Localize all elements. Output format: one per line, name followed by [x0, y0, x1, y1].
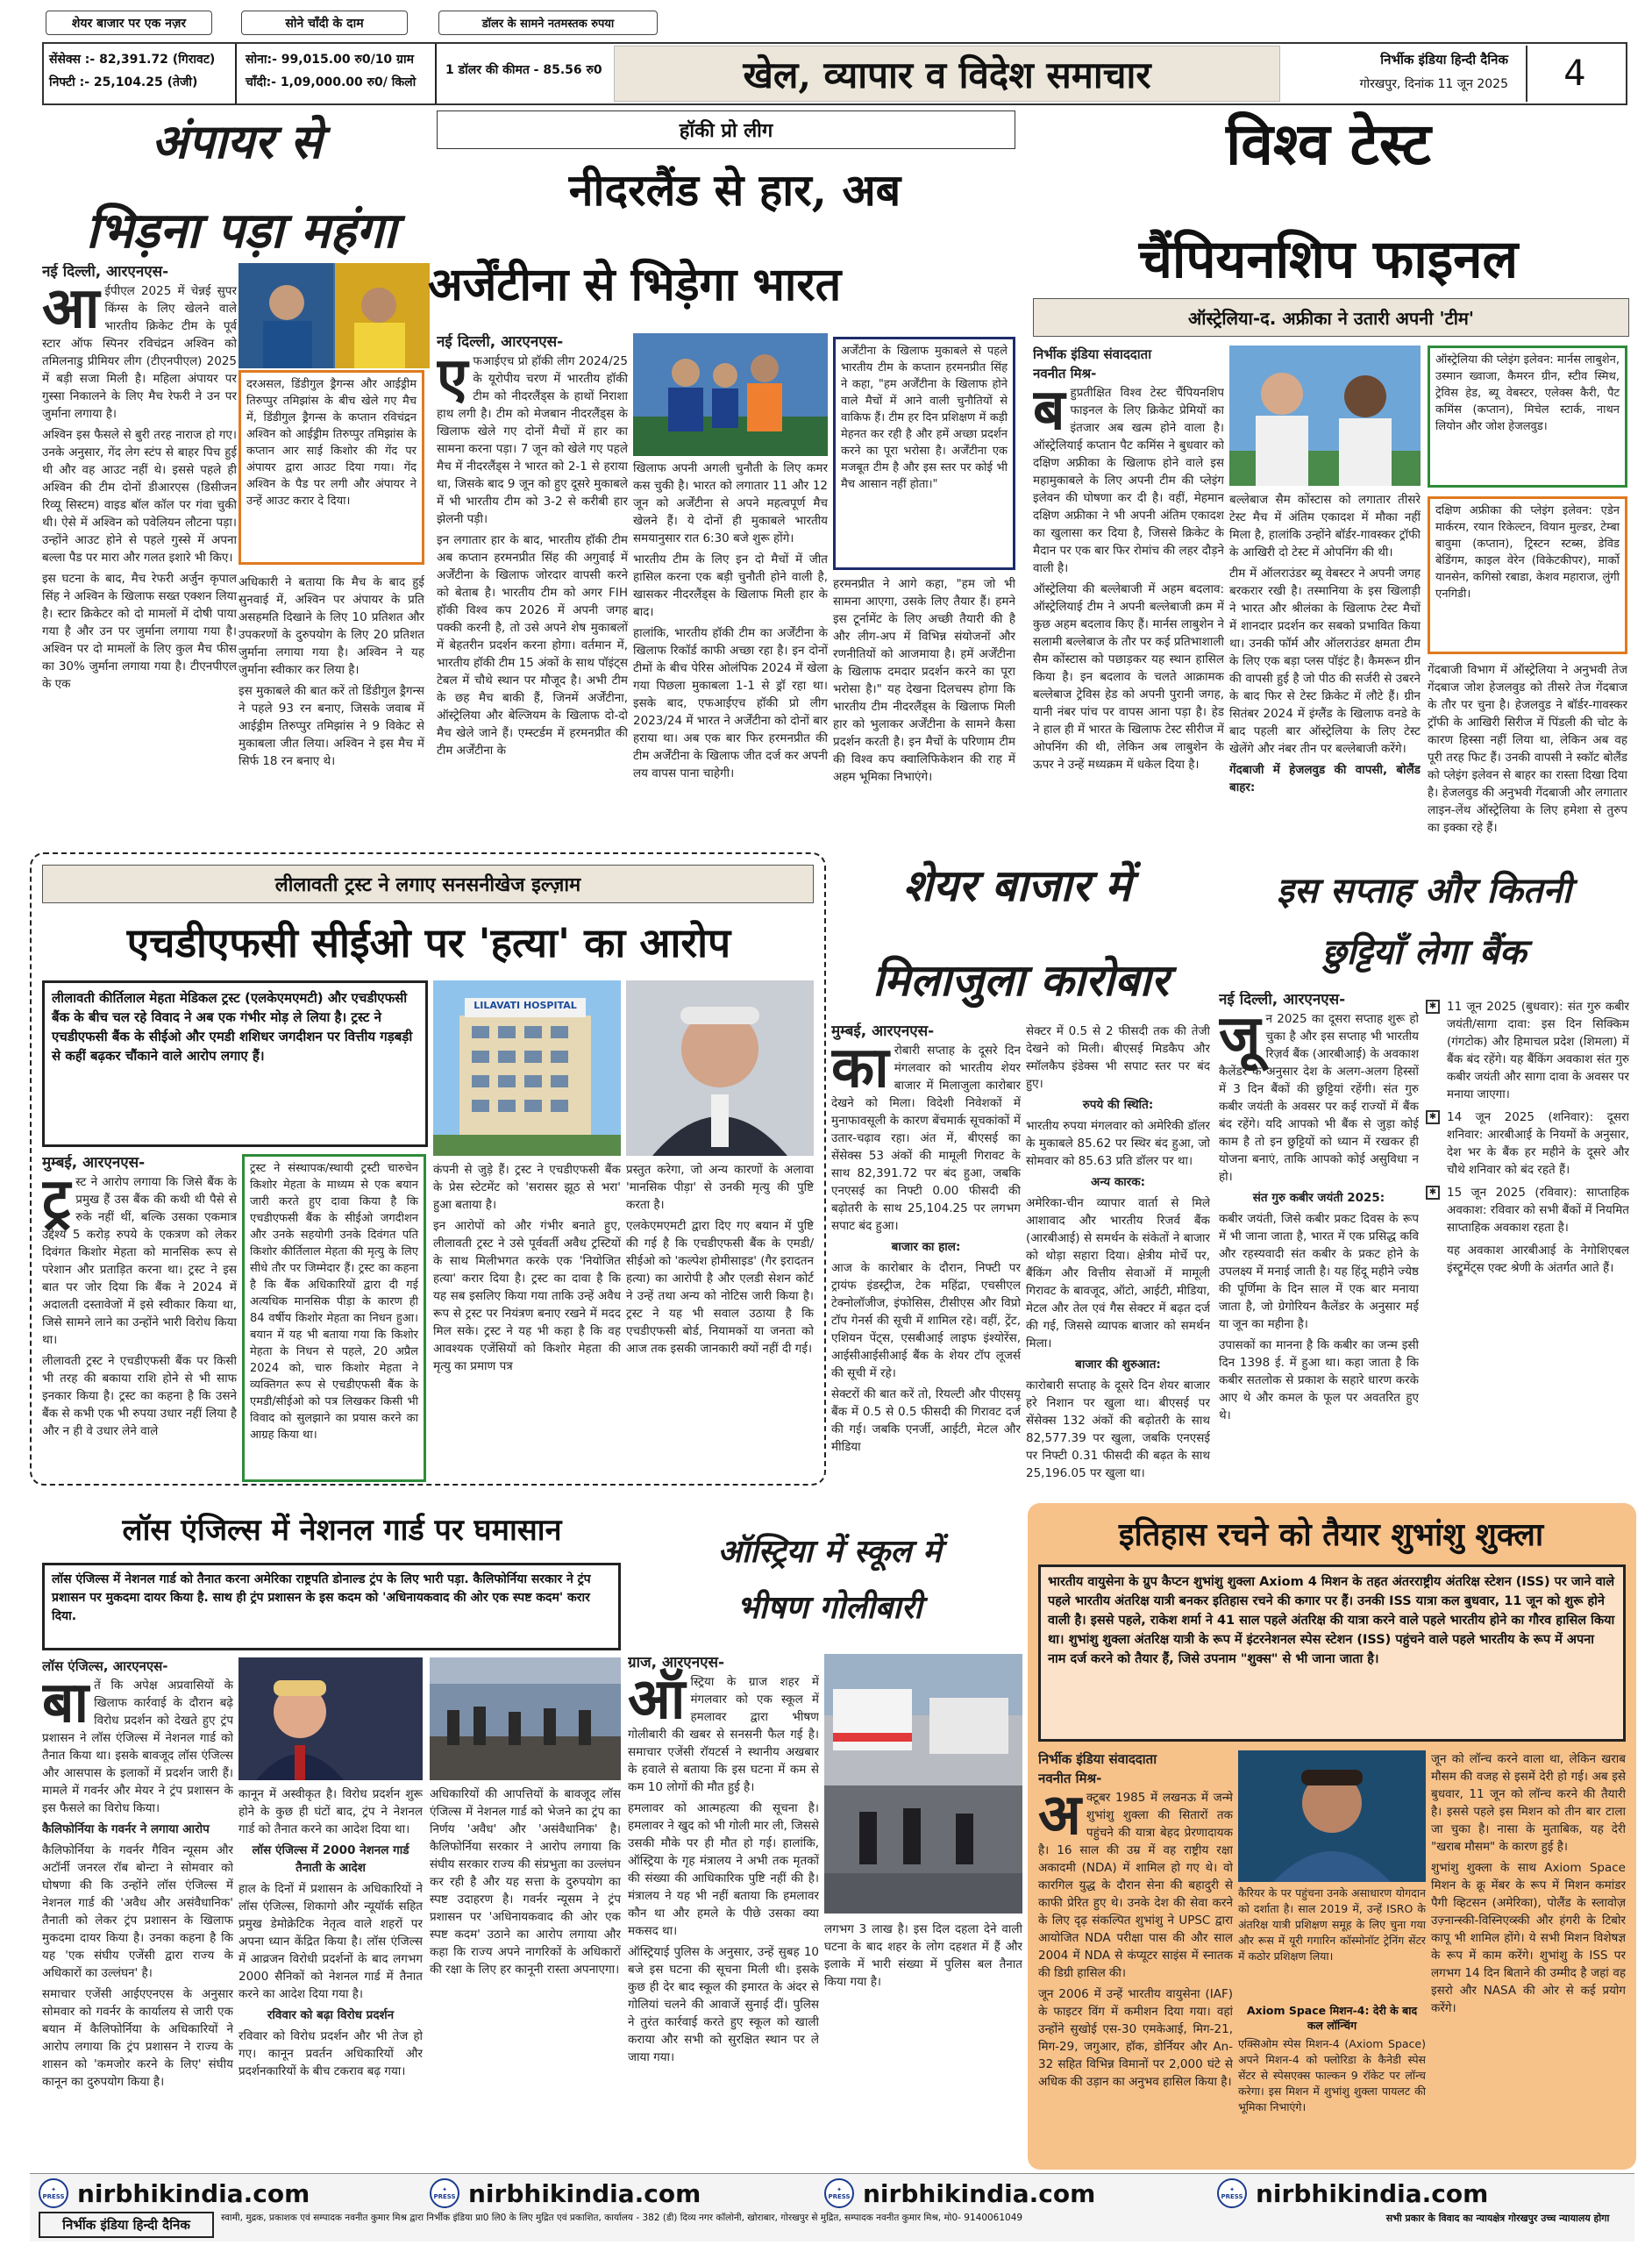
- captains-photo: [1229, 346, 1421, 486]
- summary-box: भारतीय वायुसेना के ग्रुप कैप्टन शुभांशु शुक्ला Axiom 4 मिशन के तहत अंतरराष्ट्रीय अंतरिक्ष स्टेशन (ISS) पर जाने वाले पहले भारतीय अंतरिक्ष यात्री बनकर इतिहास रचने की कगार पर हैं। उनकी ISS यात्रा कल बुधवार, 11 जून को शुरू होने वाली है। इससे पहले, राकेश शर्मा ने 41 साल पहले अंतरिक्ष की यात्रा करने वाले पहले भारतीय होने का गौरव हासिल किया था। शुभांशु शुक्ला अंतरिक्ष यात्री के रूप में इंटरनेशनल स्पेस स्टेशन (ISS) पहुंचने वाले पहले भारतीय के रूप में अपना नाम दर्ज करने को तैयार हैं, जिसे उपनाम "शुक्स" से भी जाना जाता है।: [1038, 1564, 1626, 1742]
- ceo-photo: [626, 980, 814, 1156]
- article-inset: ट्रस्ट ने संस्थापक/स्थायी ट्रस्टी चारुचेन किशोर मेहता के माध्यम से एक बयान जारी करते हुए दावा किया है कि एचडीएफसी बैंक के सीईओ जगदीशन और उनके सहयोगी उनके दिवंगत पति किशोर कीर्तिलाल मेहता की मृत्यु के लिए सीधे तौर पर जिम्मेदार हैं। ट्रस्ट का कहना है कि बैंक अधिकारियों द्वारा दी गई अत्यधिक मानसिक पीड़ा के कारण ही 84 वर्षीय किशोर मेहता का निधन हुआ। बयान में यह भी बताया गया कि किशोर मेहता के निधन से पहले, 20 अप्रैल 2024 को, चारु किशोर मेहता ने व्यक्तिगत रूप से एचडीएफसी बैंक के एमडी/सीईओ को पत्र लिखकर किसी भी विवाद को सुलझाने का प्रयास करने का आग्रह किया था।: [242, 1154, 426, 1482]
- footer-jurisdiction: सभी प्रकार के विवाद का न्यायक्षेत्र गोरखपुर उच्च न्यायालय होगा: [1385, 2213, 1610, 2224]
- article-body: मुम्बई, आरएनएस- का रोबारी सप्ताह के दूसरे दिन मंगलवार को भारतीय शेयर बाजार में मिलाजुला कारोबार देखने को मिला। विदेशी निवेशकों में मुनाफावसूली के कारण बेंचमार्क सूचकांकों में उतार-चढ़ाव रहा। अंत में, बीएसई का सेंसेक्स 53 अंकों की मामूली गिरावट के साथ 82,391.72 पर बंद हुआ, जबकि एनएसई का निफ्टी 0.00 फीसदी की बढ़ोतरी के साथ 25,104.25 पर लगभग सपाट बंद हुआ। बाजार का हाल: आज के कारोबार के दौरान, निफ्टी पर ट्रायंफ इंडस्ट्रीज, टेक महिंद्रा, एचसीएल टेक्नोलॉजीज, इंफोसिस, टीसीएस और विप्रो टॉप गेनर्स की सूची में शामिल रहे। वहीं, ट्रेंट, एशियन पेंट्स, एसबीआई लाइफ इंश्योरेंस, आईसीआईसीआई बैंक के शेयर टॉप लूजर्स की सूची में रहे। सेक्टरों की बात करें तो, रियल्टी और पीएसयू बैंक में 0.5 से 0.5 फीसदी की गिरावट दर्ज की गई। जबकि एनर्जी, आईटी, मेटल और मीडिया: [831, 1023, 1021, 1454]
- headline: विश्व टेस्ट: [1226, 110, 1431, 178]
- bullet-icon: ✱: [1426, 1186, 1440, 1200]
- press-logo-icon: ✦ PRESS: [430, 2178, 459, 2208]
- headline: इतिहास रचने को तैयार शुभांशु शुक्ला: [1118, 1516, 1544, 1553]
- sensex: सेंसेक्स :- 82,391.72 (गिरावट): [49, 53, 216, 67]
- photo-caption: कैरियर के पर पहुंचना उनके असाधारण योगदान को दर्शाता है। साल 2019 में, उन्हें ISRO के अंतरिक्ष यात्री प्रशिक्षण समूह के लिए चुना गया और रूस में यूरी गगारिन कॉस्मोनॉट ट्रेनिंग सेंटर में कठोर प्रशिक्षण लिया।: [1238, 1886, 1426, 1963]
- quote-box: अर्जेंटीना के खिलाफ मुकाबले से पहले भारतीय टीम के कप्तान हरमनप्रीत सिंह ने कहा, "हम अर्जेंटीना के खिलाफ होने वाले मैचों में आने वाली चुनौतियों से वाकिफ हैं। टीम हर दिन प्रशिक्षण में कड़ी मेहनत कर रही है और हमें अच्छा प्रदर्शन करने का पूरा भरोसा है। अर्जेंटीना एक मजबूत टीम है और इस स्तर पर कोई भी मैच आसान नहीं होता।": [833, 337, 1015, 570]
- website-link[interactable]: nirbhikindia.com: [468, 2178, 701, 2208]
- article-body: हरमनप्रीत ने आगे कहा, "हम जो भी सामना आएगा, उसके लिए तैयार हैं। हमने इस टूर्नामेंट के लिए अच्छी तैयारी की है और लीग-अप में विभिन्न संयोजनों और रणनीतियों को आजमाया है। हमें अर्जेंटीना के खिलाफ दमदार प्रदर्शन करने का पूरा भरोसा है।" यह देखना दिलचस्प होगा कि भारतीय टीम नीदरलैंड्स के खिलाफ मिली हार को भुलाकर अर्जेंटीना के सामने कैसा प्रदर्शन करती है। इन मैचों के परिणाम टीम की विश्व कप क्वालिफिकेशन की राह में अहम भूमिका निभाएंगे।: [833, 577, 1015, 784]
- footer-site: [39, 2178, 424, 2208]
- summary-box: लीलावती कीर्तिलाल मेहता मेडिकल ट्रस्ट (एलकेएमएमटी) और एचडीएफसी बैंक के बीच चल रहे विवाद ने अब एक गंभीर मोड़ ले लिया है। ट्रस्ट ने एचडीएफसी बैंक के सीईओ और एमडी शशिधर जगदीशन पर वित्तीय गड़बड़ी से कहीं बढ़कर चौंकाने वाले आरोप लगाए हैं।: [42, 980, 428, 1147]
- page-number: 4: [1526, 46, 1622, 102]
- dollar-price: 1 डॉलर की कीमत - 85.56 रु0: [445, 63, 602, 77]
- nifty: निफ्टी :- 25,104.25 (तेजी): [49, 75, 198, 89]
- press-logo-icon: ✦ PRESS: [39, 2178, 68, 2208]
- article-body: लॉस एंजिल्स, आरएनएस- बा तें कि अपेक्ष अप्रवासियों के खिलाफ कार्रवाई के दौरान बढ़े विरोध प्रदर्शन को देखते हुए ट्रंप प्रशासन ने लॉस एंजिल्स में नेशनल गार्ड को तैनात किया था। इसके बावजूद लॉस एंजिल्स और आसपास के इलाकों में प्रदर्शन जारी हैं। मामले में गवर्नर और मेयर ने ट्रंप प्रशासन के इस फैसले का विरोध किया। कैलिफोर्निया के गवर्नर ने लगाया आरोप कैलिफोर्निया के गवर्नर गैविन न्यूसम और अटॉर्नी जनरल रॉब बोन्टा ने सोमवार को घोषणा की कि उन्होंने लॉस एंजिल्स में नेशनल गार्ड की 'अवैध और असंवैधानिक' तैनाती को लेकर ट्रंप प्रशासन के खिलाफ मुकदमा दायर किया है। उनका कहना है कि यह 'एक संघीय एजेंसी द्वारा राज्य के अधिकारों का उल्लंघन' है। समाचार एजेंसी आईएएनएस के अनुसार सोमवार को गवर्नर के कार्यालय से जारी एक बयान में कैलिफोर्निया के अधिकारियों ने आरोप लगाया कि ट्रंप प्रशासन ने राज्य के शासन को 'कमजोर करने के लिए' संघीय कानून का दुरुपयोग किया है।: [42, 1658, 233, 2089]
- hospital-sign: LILAVATI HOSPITAL: [474, 1000, 577, 1011]
- article-body: निर्भीक इंडिया संवाददाता नवनीत मिश्र- ब हुप्रतीक्षित विश्व टेस्ट चैंपियनशिप फाइनल के लिए क्रिकेट प्रेमियों का इंतजार अब खत्म होने वाला है। ऑस्ट्रेलियाई कप्तान पैट कमिंस ने बुधवार को दक्षिण अफ्रीका के खिलाफ होने वाले इस महामुकाबले के लिए अपनी टीम की प्लेइंग इलेवन की घोषणा कर दी है। वहीं, मेहमान दक्षिण अफ्रीका ने भी अपनी अंतिम एकादश का खुलासा कर दिया है, जिससे क्रिकेट के मैदान पर एक बार फिर रोमांच की लहर दौड़ने वाली है। ऑस्ट्रेलिया की बल्लेबाजी में अहम बदलाव: ऑस्ट्रेलियाई टीम ने अपनी बल्लेबाजी क्रम में कुछ अहम बदलाव किए हैं। मार्नस लाबुशेन ने सलामी बल्लेबाज के तौर पर कई प्रतिभाशाली सैम कोंस्टास को पछाड़कर यह स्थान हासिल किया है। इन बदलाव के चलते आक्रामक बल्लेबाज ट्रेविस हेड को अपनी पुरानी जगह, यानी नंबर पांच पर वापस आना पड़ा है। हेड ने हाल ही में भारत के खिलाफ टेस्ट सीरीज में ओपनिंग की थी, लेकिन अब लाबुशेन के ऊपर ने उन्हें मध्यक्रम में धकेल दिया है।: [1033, 346, 1224, 772]
- headline: एचडीएफसी सीईओ पर 'हत्या' का आरोप: [126, 919, 731, 966]
- article-body: लगभग 3 लाख है। इस दिल दहला देने वाली घटना के बाद शहर के लोग दहशत में हैं और इलाके में भारी संख्या में पुलिस बल तैनात किया गया है।: [824, 1922, 1022, 1989]
- kicker: ऑस्ट्रेलिया-द. अफ्रीका ने उतारी अपनी 'टीम': [1033, 298, 1629, 337]
- headline: अर्जेंटीना से भिड़ेगा भारत: [428, 258, 842, 311]
- article-body: प्रस्तुत करेगा, जो अन्य कारणों के अलावा 'मानसिक पीड़ा' से उनकी मृत्यु की पुष्टि करता है। एलकेएमएमटी द्वारा दिए गए बयान में पुष्टि की गई है कि एचडीएफसी बैंक के एमडी/सीईओ को 'कल्पेश होमीसाइड' (गैर इरादतन हत्या) का आरोपी है और एलडी सेशन कोर्ट ने उन्हें तथा अन्य को नोटिस जारी किया है। ट्रस्ट ने यह भी सवाल उठाया है कि एचडीएफसी बोर्ड, नियामकों या जनता को आज तक इसकी जानकारी क्यों नहीं दी गई।: [626, 1163, 814, 1356]
- article-body: नई दिल्ली, आरएनएस- जू न 2025 का दूसरा सप्ताह शुरू हो चुका है और इस सप्ताह भी भारतीय रिज़र्व बैंक (आरबीआई) के अवकाश कैलेंडर के अनुसार देश के अलग-अलग हिस्सों में 3 दिन बैंकों की छुट्टियां रहेंगी। संत गुरु कबीर जयंती के अवसर पर कई राज्यों में बैंक बंद रहेंगे। यदि आपको भी बैंक से जुड़ा कोई काम है तो इन छुट्टियों को ध्यान में रखकर ही योजना बनाएं, ताकि आपको कोई असुविधा न हो। संत गुरु कबीर जयंती 2025: कबीर जयंती, जिसे कबीर प्रकट दिवस के रूप में भी जाना जाता है, भारत में एक प्रसिद्ध कवि और रहस्यवादी संत कबीर के प्रकट होने के उपलक्ष्य में मनाई जाती है। यह हिंदू महीने ज्येष्ठ की पूर्णिमा के दिन साल में एक बार मनाया जाता है, जो ग्रेगोरियन कैलेंडर के अनुसार मई या जून का महीना है। उपासकों का मानना है कि कबीर का जन्म इसी दिन 1398 ई. में हुआ था। कहा जाता है कि कबीर सतलोक से प्रकाश के सहारे धारण करके आए थे और कमल के फूल पर अवतरित हुए थे।: [1219, 991, 1419, 1422]
- headline: शेयर बाजार में: [902, 859, 1132, 911]
- summary-box: लॉस एंजिल्स में नेशनल गार्ड को तैनात करना अमेरिका राष्ट्रपति डोनाल्ड ट्रंप के लिए भारी पड़ा. कैलिफोर्निया सरकार ने ट्रंप प्रशासन पर मुकदमा दायर किया है. साथ ही ट्रंप प्रशासन के इस कदम को 'अधिनायकवाद की ओर एक स्पष्ट कदम' करार दिया.: [42, 1563, 621, 1650]
- footer-site: [430, 2178, 815, 2208]
- subheading: Axiom Space मिशन-4: देरी के बाद कल लॉन्चिंग: [1246, 2004, 1418, 2032]
- article-body: गेंदबाजी विभाग में ऑस्ट्रेलिया ने अनुभवी तेज गेंदबाज जोश हेजलवुड को तीसरे तेज गेंदबाज के तौर पर चुना है। हेजलवुड ने बॉर्डर-गावस्कर ट्रॉफी के आखिरी सिरीज में पिंडली की चोट के कारण हिस्सा नहीं लिया था, लेकिन अब वह पूरी तरह फिट हैं। उनकी वापसी ने स्कॉट बोलैंड को प्लेइंग इलेवन से बाहर का रास्ता दिखा दिया है। हेजलवुड की अनुभवी गेंदबाजी और लगातार लाइन-लेंथ ऑस्ट्रेलिया के लिए हमेशा से तुरुप का इक्का रहे हैं।: [1428, 663, 1627, 835]
- article-body: निर्भीक इंडिया संवाददाता नवनीत मिश्र- अ क्टूबर 1985 में लखनऊ में जन्मे शुभांशु शुक्ला की सितारों तक पहुंचने की यात्रा बेहद प्रेरणादायक है। 16 साल की उम्र में वह राष्ट्रीय रक्षा अकादमी (NDA) में शामिल हो गए थे। वो कारगिल युद्ध के दौरान सेना की बहादुरी से काफी प्रेरित हुए थे। उनके देश की सेवा करने के लिए दृढ़ संकल्पित शुभांशु ने UPSC द्वारा आयोजित NDA परीक्षा पास की और साल 2004 में NDA से कंप्यूटर साइंस में स्नातक की डिग्री हासिल की। जून 2006 में उन्हें भारतीय वायुसेना (IAF) के फाइटर विंग में कमीशन दिया गया। वहां उन्होंने सुखोई एस-30 एमकेआई, मिग-21, मिग-29, जगुआर, हॉक, डोर्नियर और An-32 सहित विभिन्न विमानों पर 2,000 घंटे से अधिक की उड़ान का अनुभव हासिल किया है।: [1038, 1751, 1233, 2089]
- section-title: खेल, व्यापार व विदेश समाचार: [614, 46, 1280, 102]
- article-body: सेक्टर में 0.5 से 2 फीसदी तक की तेजी देखने को मिली। बीएसई मिडकैप और स्मॉलकैप इंडेक्स भी सपाट स्तर पर बंद हुए। रुपये की स्थिति: भारतीय रुपया मंगलवार को अमेरिकी डॉलर के मुकाबले 85.62 पर स्थिर बंद हुआ, जो सोमवार को 85.63 प्रति डॉलर पर था। अन्य कारक: अमेरिका-चीन व्यापार वार्ता से मिले आशावाद और भारतीय रिजर्व बैंक (आरबीआई) से समर्थन के संकेतों ने बाजार को थोड़ा सहारा दिया। क्षेत्रीय मोर्चे पर, बैंकिंग और वित्तीय सेवाओं में मामूली गिरावट के बावजूद, ऑटो, आईटी, मीडिया, मेटल और तेल एवं गैस सेक्टर में बढ़त दर्ज की गई, जिससे व्यापक बाजार को समर्थन मिला। बाजार की शुरुआत: कारोबारी सप्ताह के दूसरे दिन शेयर बाजार हरे निशान पर खुला था। बीएसई पर सेंसेक्स 132 अंकों की बढ़ोतरी के साथ 82,577.39 पर खुला, जबकि एनएसई पर निफ्टी 0.31 फीसदी की बढ़त के साथ 25,196.05 पर खुला था।: [1026, 1024, 1210, 1480]
- aus-playing-xi: ऑस्ट्रेलिया की प्लेइंग इलेवन: मार्नस लाबुशेन, उस्मान ख्वाजा, कैमरन ग्रीन, स्टीव स्मिथ, ट्रेविस हेड, ब्यू वेबस्टर, एलेक्स कैरी, पैट कमिंस (कप्तान), मिचेल स्टार्क, नाथन लियोन और जोश हेजलवुड।: [1428, 346, 1627, 488]
- website-link[interactable]: nirbhikindia.com: [77, 2178, 310, 2208]
- cricket-photo: [239, 263, 430, 368]
- headline: अंपायर से: [151, 113, 323, 169]
- list-item: यह अवकाश आरबीआई के नेगोशिएबल इंस्ट्रूमेंट्स एक्ट श्रेणी के अंतर्गत आते हैं।: [1447, 1244, 1629, 1275]
- article-body: कानून में अस्वीकृत है। विरोध प्रदर्शन शुरू होने के कुछ ही घंटों बाद, ट्रंप ने नेशनल गार्ड को तैनात करने का आदेश दिया था। लॉस एंजिल्स में 2000 नेशनल गार्ड तैनाती के आदेश हाल के दिनों में प्रशासन के अधिकारियों ने लॉस एंजिल्स, शिकागो और न्यूयॉर्क सहित प्रमुख डेमोक्रेटिक नेतृत्व वाले शहरों पर अपना ध्यान केंद्रित किया है। लॉस एंजिल्स में आव्रजन विरोधी प्रदर्शनों के बाद लगभग 2000 सैनिकों को नेशनल गार्ड में तैनात करने का आदेश दिया गया है। रविवार को बढ़ा विरोध प्रदर्शन रविवार को विरोध प्रदर्शन और भी तेज हो गए। कानून प्रवर्तन अधिकारियों और प्रदर्शनकारियों के बीच टकराव बढ़ गया।: [239, 1787, 423, 2078]
- gold-price: सोना:- 99,015.00 रु0/10 ग्राम: [246, 53, 414, 67]
- gold-tag: सोने चाँदी के दाम: [241, 11, 408, 35]
- article-body: अधिकारियों की आपत्तियों के बावजूद लॉस एंजिल्स में नेशनल गार्ड को भेजने का ट्रंप का निर्णय 'अवैध' और 'असंवैधानिक' है। कैलिफोर्निया सरकार ने आरोप लगाया कि संघीय सरकार राज्य की संप्रभुता का उल्लंघन कर रही है और यह सत्ता के दुरुपयोग का स्पष्ट उदाहरण है। गवर्नर न्यूसम ने ट्रंप प्रशासन पर 'अधिनायकवाद की ओर एक स्पष्ट कदम' उठाने का आरोप लगाया और कहा कि राज्य अपने नागरिकों के अधिकारों की रक्षा के लिए हर कानूनी रास्ता अपनाएगा।: [430, 1787, 621, 1977]
- article-body: कंपनी से जुड़े हैं। ट्रस्ट ने एचडीएफसी बैंक के प्रेस स्टेटमेंट को 'सरासर झूठ से भरा' हुआ बताया है। इन आरोपों को और गंभीर बनाते हुए, लीलावती ट्रस्ट ने उसे पूर्ववर्ती अवैध ट्रस्टियों के साथ मिलीभगत करके एक 'नियोजित हत्या' करार दिया है। ट्रस्ट का दावा है कि यह सब इसलिए किया गया ताकि उन्हें अवैध रूप से ट्रस्ट पर नियंत्रण बनाए रखने में मदद मिल सके। ट्रस्ट ने यह भी कहा है कि वह आवश्यक एजेंसियों को किशोर मेहता की मृत्यु का प्रमाण पत्र: [433, 1163, 621, 1373]
- article-inset: दरअसल, डिंडीगुल ड्रैगन्स और आईड्रीम तिरुप्पुर तमिझांस के बीच खेले गए मैच में, डिंडीगुल ड्रैगन्स के कप्तान रविचंद्रन अश्विन को आईड्रीम तिरुप्पुर तमिझांस के कप्तान आर साई किशोर की गेंद पर अंपायर द्वारा आउट दिया गया। गेंद अश्विन के पैड पर लगी और अंपायर ने उन्हें आउट करार दे दिया।: [239, 370, 424, 565]
- headline: लॉस एंजिल्स में नेशनल गार्ड पर घमासान: [122, 1513, 562, 1548]
- website-link[interactable]: nirbhikindia.com: [1256, 2178, 1489, 2208]
- hospital-photo: [433, 980, 621, 1156]
- article-body: नई दिल्ली, आरएनएस- ए फआईएच प्रो हॉकी लीग 2024/25 के यूरोपीय चरण में भारतीय हॉकी टीम को नीदरलैंड्स के हाथों निराशा हाथ लगी है। टीम को मेजबान नीदरलैंड्स के खिलाफ खेले गए दोनों मैचों में हार का सामना करना पड़ा। 7 जून को खेले गए पहले मैच में नीदरलैंड्स ने भारत को 2-1 से हराया था, जिसके बाद 9 जून को हुए दूसरे मुकाबले में भी भारतीय टीम को 3-2 से करीबी हार झेलनी पड़ी। इन लगातार हार के बाद, भारतीय हॉकी टीम अब कप्तान हरमनप्रीत सिंह की अगुवाई में अर्जेंटीना के खिलाफ जोरदार वापसी करने को बेताब है। भारतीय टीम को अगर FIH हॉकी विश्व कप 2026 में अपनी जगह पक्की करनी है, तो उसे अपने शेष मुकाबलों में बेहतरीन प्रदर्शन करना होगा। वर्तमान में, भारतीय हॉकी टीम 15 अंकों के साथ पॉइंट्स टेबल में चौथे स्थान पर मौजूद है। अभी टीम के छह मैच बाकी हैं, जिनमें अर्जेंटीना, ऑस्ट्रेलिया और बेल्जियम के खिलाफ दो-दो मैच खेले जाने हैं। एम्स्टर्डम में हरमनप्रीत की टीम अर्जेंटीना के: [437, 333, 628, 758]
- headline: चैंपियनशिप फाइनल: [1138, 229, 1519, 290]
- website-link[interactable]: nirbhikindia.com: [863, 2178, 1096, 2208]
- article-body: एक्सिओम स्पेस मिशन-4 (Axiom Space) अपने मिशन-4 को फ्लोरिडा के कैनेडी स्पेस सेंटर से स्पेसएक्स फाल्कन 9 रॉकेट पर लॉन्च करेगा। इस मिशन में शुभांशु शुक्ला पायलट की भूमिका निभाएंगे।: [1238, 2037, 1426, 2113]
- footer-imprint: स्वामी, मुद्रक, प्रकाशक एवं सम्पादक नवनीत कुमार मिश्र द्वारा निर्भीक इंडिया प्रा0 लि0 के लिए मुद्रित एवं प्रकाशित, कार्यालय - 382 (डी) दिव्य नगर कॉलोनी, खोराबार, गोरखपुर से मुद्रित, सम्पादक नवनीत कुमार मिश्र, मो0- 9140061049: [221, 2213, 1023, 2223]
- article-body: जून को लॉन्च करने वाला था, लेकिन खराब मौसम की वजह से इसमें देरी हो गई। अब इसे बुधवार, 11 जून को लॉन्च करने की तैयारी है। इससे पहले इस मिशन को तीन बार टाला जा चुका है। नासा के मुताबिक, यह देरी "खराब मौसम" के कारण हुई है। शुभांशु शुक्ला के साथ Axiom Space मिशन के क्रू मेंबर के रूप में मिशन कमांडर पैगी व्हिटसन (अमेरिका), पोलैंड के स्लावोज़ उज़्नान्स्की-विस्निएव्स्की और हंगरी के टिबोर कापू भी शामिल होंगे। ये सभी मिशन विशेषज्ञ के रूप में काम करेंगे। शुभांशु के ISS पर लगभग 14 दिन बिताने की उम्मीद है जहां वह इसरो और NASA की ओर से कई प्रयोग करेंगे।: [1431, 1752, 1626, 2015]
- headline: छुट्टियाँ लेगा बैंक: [1321, 931, 1527, 973]
- bullet-icon: ✱: [1426, 1000, 1440, 1014]
- place-date: गोरखपुर, दिनांक 11 जून 2025: [1359, 77, 1508, 91]
- headline: नीदरलैंड से हार, अब: [568, 164, 901, 216]
- shooting-scene-photo: [824, 1654, 1022, 1914]
- hockey-photo: [633, 333, 828, 456]
- press-logo-icon: ✦ PRESS: [1217, 2178, 1247, 2208]
- headline: भिड़ना पड़ा महंगा: [86, 202, 396, 260]
- article-body: नई दिल्ली, आरएनएस- आ ईपीएल 2025 में चेन्नई सुपर किंग्स के लिए खेलने वाले भारतीय क्रिकेट टीम के पूर्व स्टार ऑफ स्पिनर रविचंद्रन अश्विन को तमिलनाडु प्रीमियर लीग (टीएनपीएल) 2025 में बड़ी सजा मिली है। महिला अंपायर पर गुस्सा निकालने के लिए मैच रेफरी ने उन पर जुर्माना लगाया है। अश्विन इस फैसले से बुरी तरह नाराज हो गए। उनके अनुसार, गेंद लेग स्टंप से बाहर पिच हुई थी और वह आउट नहीं थे। इससे पहले ही अश्विन की टीम दोनों डीआरएस (डिसीजन रिव्यू सिस्टम) वाइड बॉल कॉल पर गंवा चुकी थी। ऐसे में अश्विन को पवेलियन लौटना पड़ा। उन्होंने आउट होने से पहले गुस्से में अपना बल्ला पैड पर मारा और गलत इशारे भी किए। इस घटना के बाद, मैच रेफरी अर्जुन कृपाल सिंह ने अश्विन के खिलाफ सख्त एक्शन लिया है। स्टार क्रिकेटर को दो मामलों में दोषी पाया गया है और उन पर जुर्माना लगाया गया है। अश्विन पर दो मामलों के लिए कुल मैच फीस का 30% जुर्माना लगाया गया है। टीएनपीएल के एक: [42, 263, 237, 691]
- sa-playing-xi: दक्षिण अफ्रीका की प्लेइंग इलेवन: एडेन मार्करम, रयान रिकेल्टन, वियान मुल्डर, टेम्बा बावुमा (कप्तान), ट्रिस्टन स्टब्स, डेविड बेडिंगम, काइल वेरेन (विकेटकीपर), मार्को यानसेन, कगिसो रबाडा, केशव महाराज, लुंगी एनगिडी।: [1428, 496, 1627, 654]
- article-body: ग्राज, आरएनएस- ऑ स्ट्रिया के ग्राज शहर में मंगलवार को एक स्कूल में हमलावर द्वारा भीषण गोलीबारी की खबर से सनसनी फैल गई है। समाचार एजेंसी रॉयटर्स ने स्थानीय अखबार के हवाले से बताया कि इस घटना में कम से कम 10 लोगों की मौत हुई है। हमलावर को आत्महत्या की सूचना है। हमलावर ने खुद को भी गोली मार ली, जिससे उसकी मौके पर ही मौत हो गई। हालांकि, ऑस्ट्रिया के गृह मंत्रालय ने अभी तक मृतकों की संख्या की आधिकारिक पुष्टि नहीं की है। मंत्रालय ने यह भी नहीं बताया कि हमलावर कौन था और हमले के पीछे उसका क्या मकसद था। ऑस्ट्रियाई पुलिस के अनुसार, उन्हें सुबह 10 बजे इस घटना की सूचना मिली थी। इसके कुछ ही देर बाद स्कूल की इमारत के अंदर से गोलियां चलने की आवाजें सुनाई दीं। पुलिस ने तुरंत कार्रवाई करते हुए स्कूल को खाली कराया और सभी को सुरक्षित स्थान पर ले जाया गया।: [628, 1654, 819, 2064]
- holiday-list: [1424, 998, 1629, 1482]
- list-item: ✱ 11 जून 2025 (बुधवार): संत गुरु कबीर जयंती/सागा दावा: इस दिन सिक्किम (गंगटोक) और हिमाचल प्रदेश (शिमला) में बैंक बंद रहेंगे। यह बैंकिंग अवकाश संत गुरु कबीर जयंती और सागा दावा के अवसर पर मनाया जाएगा।: [1424, 998, 1629, 1103]
- kicker: लीलावती ट्रस्ट ने लगाए सनसनीखेज इल्ज़ाम: [42, 865, 814, 903]
- protest-photo: [430, 1657, 621, 1780]
- divider: [435, 44, 437, 103]
- kicker: हॉकी प्रो लीग: [437, 110, 1015, 149]
- press-logo-icon: ✦ PRESS: [824, 2178, 854, 2208]
- footer-site: [1217, 2178, 1603, 2208]
- article-body: मुम्बई, आरएनएस- ट्र स्ट ने आरोप लगाया कि जिसे बैंक के प्रमुख हैं उस बैंक की कथी थी पैसे से रुके नहीं थीं, बल्कि उसका एकमात्र उद्देश्य 5 करोड़ रुपये के एकत्रण को लेकर दिवंगत किशोर मेहता को मानसिक रूप से परेशान और प्रताड़ित करना था। ट्रस्ट ने इस बात पर जोर दिया कि बैंक ने 2024 में अदालती दस्तावेजों में इसे स्वीकार किया था, जिसे सामने लाने का उन्होंने भारी विरोध किया था। लीलावती ट्रस्ट ने एचडीएफसी बैंक पर किसी भी तरह की बकाया राशि होने से भी साफ इनकार किया है। ट्रस्ट का कहना है कि उसने बैंक से कभी एक भी रुपया उधार नहीं लिया है और न ही वे उधार लेने वाले: [42, 1154, 237, 1438]
- dollar-tag: डॉलर के सामने नतमस्तक रुपया: [438, 11, 658, 35]
- silver-price: चाँदी:- 1,09,000.00 रु0/ किलो: [246, 75, 417, 89]
- article-body: अधिकारी ने बताया कि मैच के बाद हुई सुनवाई में, अश्विन पर अंपायर के प्रति असहमति दिखाने के लिए 10 प्रतिशत और उपकरणों के दुरुपयोग के लिए 20 प्रतिशत जुर्माना लगाया गया है। अश्विन ने यह जुर्माना स्वीकार कर लिया है। इस मुकाबले की बात करें तो डिंडीगुल ड्रैगन्स ने पहले 93 रन बनाए, जिसके जवाब में आईड्रीम तिरुप्पुर तमिझांस ने 9 विकेट से मुकाबला जीत लिया। अश्विन ने इस मैच में सिर्फ 18 रन बनाए थे।: [239, 575, 424, 768]
- footer-paper-name: निर्भीक इंडिया हिन्दी दैनिक: [39, 2212, 214, 2238]
- divider: [235, 44, 237, 103]
- headline: भीषण गोलीबारी: [737, 1589, 922, 1626]
- headline: ऑस्ट्रिया में स्कूल में: [717, 1533, 942, 1570]
- headline: मिलाजुला कारोबार: [872, 954, 1169, 1006]
- list-item: ✱ 15 जून 2025 (रविवार): साप्ताहिक अवकाश: रविवार को सभी बैंकों में नियमित साप्ताहिक अवकाश रहता है।: [1424, 1184, 1629, 1237]
- trump-photo: [239, 1657, 423, 1780]
- article-body: बल्लेबाज सैम कोंस्टास को लगातार तीसरे टेस्ट मैच में अंतिम एकादश में मौका नहीं मिला है, हालांकि उन्होंने बॉर्डर-गावस्कर ट्रॉफी के आखिरी दो टेस्ट में ओपनिंग की थी। टीम में ऑलराउंडर ब्यू वेबस्टर ने अपनी जगह बरकरार रखी है। तस्मानिया के इस खिलाड़ी ने भारत और श्रीलंका के खिलाफ टेस्ट मैचों में शानदार प्रदर्शन कर सबको प्रभावित किया था। उनकी फॉर्म और ऑलराउंडर क्षमता टीम के लिए एक बड़ा प्लस पॉइंट है। कैमरून ग्रीन की वापसी हुई है जो पीठ की सर्जरी से उबरने के बाद फिर से टेस्ट क्रिकेट में लौटे हैं। ग्रीन सितंबर 2024 में इंग्लैंड के खिलाफ वनडे के बाद पहली बार ऑस्ट्रेलिया के लिए टेस्ट खेलेंगे और नंबर तीन पर बल्लेबाजी करेंगे। गेंदबाजी में हेजलवुड की वापसी, बोलैंड बाहर:: [1229, 493, 1421, 795]
- footer-site: [824, 2178, 1210, 2208]
- paper-name: निर्भीक इंडिया हिन्दी दैनिक: [1380, 52, 1508, 68]
- astronaut-photo: [1238, 1750, 1426, 1882]
- bullet-icon: ✱: [1426, 1110, 1440, 1124]
- list-item: ✱ 14 जून 2025 (शनिवार): दूसरा शनिवार: आरबीआई के नियमों के अनुसार, देश भर के बैंक हर महीने के दूसरे और चौथे शनिवार को बंद रहते हैं।: [1424, 1108, 1629, 1179]
- article-body: खिलाफ अपनी अगली चुनौती के लिए कमर कस चुकी है। भारत को लगातार 11 और 12 जून को अर्जेंटीना से अपने महत्वपूर्ण मैच खेलने हैं। ये दोनों ही मुकाबले भारतीय समयानुसार रात 6:30 बजे शुरू होंगे। भारतीय टीम के लिए इन दो मैचों में जीत हासिल करना एक बड़ी चुनौती होने वाली है, खासकर नीदरलैंड्स के खिलाफ मिली हार के बाद। हालांकि, भारतीय हॉकी टीम का अर्जेंटीना के खिलाफ रिकॉर्ड काफी अच्छा रहा है। इन दोनों टीमों के बीच पेरिस ओलंपिक 2024 में खेला गया पिछला मुकाबला 1-1 से ड्रॉ रहा था। इसके बाद, एफआईएच हॉकी प्रो लीग 2023/24 में भारत ने अर्जेंटीना को दोनों बार हराया था। अब एक बार फिर हरमनप्रीत की टीम अर्जेंटीना के खिलाफ जीत दर्ज कर अपनी लय वापस पाना चाहेगी।: [633, 461, 828, 780]
- headline: इस सप्ताह और कितनी: [1277, 870, 1571, 911]
- market-tag: शेयर बाजार पर एक नज़र: [46, 11, 212, 35]
